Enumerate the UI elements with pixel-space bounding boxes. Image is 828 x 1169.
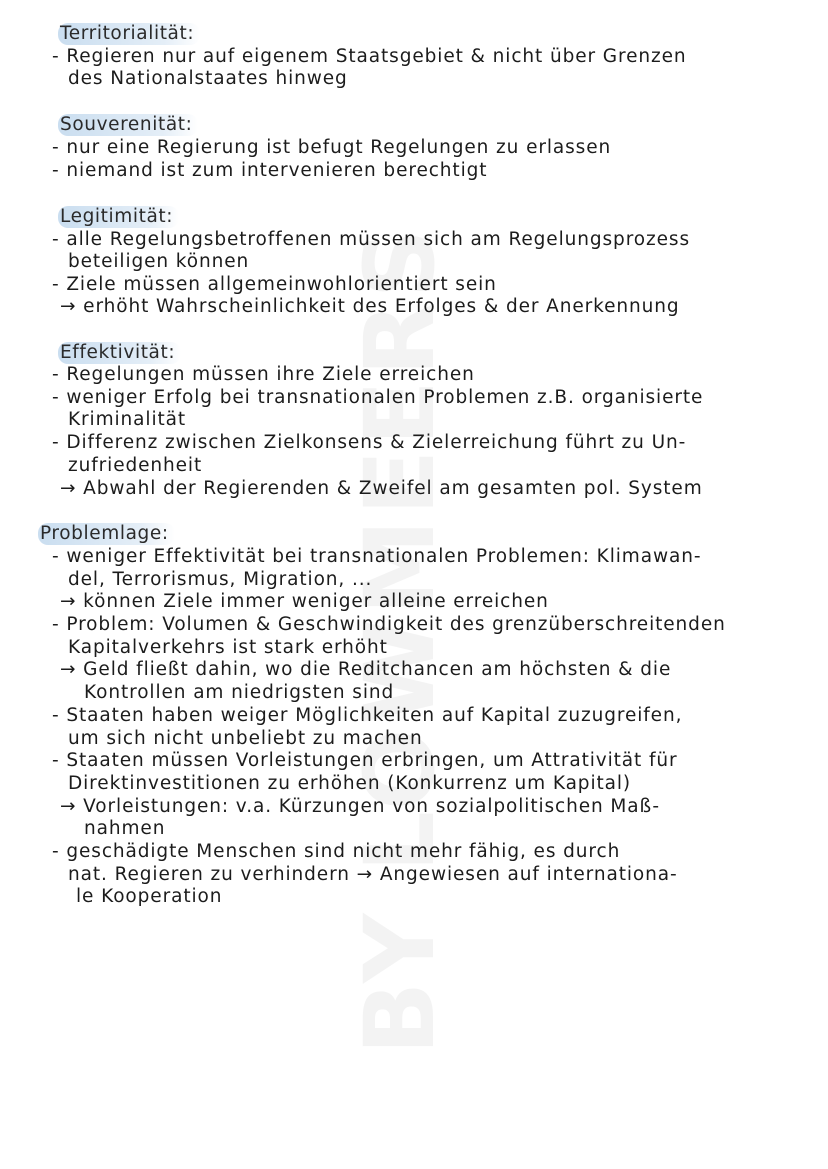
- note-line: le Kooperation: [76, 886, 223, 907]
- section-heading: Territorialität:: [58, 23, 200, 45]
- note-line: - Staaten haben weiger Möglichkeiten auf Kapital zuzugreifen,: [52, 705, 683, 726]
- note-line: - weniger Effektivität bei transnationalen Problemen: Klimawan-: [52, 546, 702, 567]
- note-line: - Regelungen müssen ihre Ziele erreichen: [52, 364, 475, 385]
- note-line: Direktinvestitionen zu erhöhen (Konkurrenz um Kapital): [68, 773, 632, 794]
- section-heading: Problemlage:: [38, 523, 175, 545]
- note-line: - Differenz zwischen Zielkonsens & Zielerreichung führt zu Un-: [52, 432, 687, 453]
- note-line: - alle Regelungsbetroffenen müssen sich am Regelungsprozess: [52, 229, 690, 250]
- note-line: - nur eine Regierung ist befugt Regelungen zu erlassen: [52, 137, 612, 158]
- note-line: - Problem: Volumen & Geschwindigkeit des grenzüberschreitenden: [52, 614, 726, 635]
- note-line: nahmen: [84, 818, 166, 839]
- note-line: → Vorleistungen: v.a. Kürzungen von sozialpolitischen Maß-: [60, 796, 661, 817]
- note-line: → können Ziele immer weniger alleine erreichen: [60, 591, 549, 612]
- note-line: - Staaten müssen Vorleistungen erbringen, um Attrativität für: [52, 750, 678, 771]
- note-line: - weniger Erfolg bei transnationalen Problemen z.B. organisierte: [52, 387, 704, 408]
- note-line: → Abwahl der Regierenden & Zweifel am gesamten pol. System: [60, 478, 703, 499]
- note-line: - Regieren nur auf eigenem Staatsgebiet & nicht über Grenzen: [52, 46, 687, 67]
- section-heading: Effektivität:: [58, 342, 181, 364]
- note-line: → Geld fließt dahin, wo die Reditchancen am höchsten & die: [60, 659, 672, 680]
- note-line: → erhöht Wahrscheinlichkeit des Erfolges & der Anerkennung: [60, 296, 680, 317]
- note-line: des Nationalstaates hinweg: [68, 68, 348, 89]
- section-heading: Souverenität:: [58, 114, 198, 136]
- note-line: beteiligen können: [68, 251, 250, 272]
- note-line: del, Terrorismus, Migration, ...: [68, 569, 373, 590]
- note-line: nat. Regieren zu verhindern → Angewiesen auf internationa-: [68, 864, 678, 885]
- note-line: Kapitalverkehrs ist stark erhöht: [68, 637, 388, 658]
- note-line: Kriminalität: [68, 409, 187, 430]
- note-line: zufriedenheit: [68, 455, 203, 476]
- note-line: - niemand ist zum intervenieren berechtigt: [52, 160, 488, 181]
- section-heading: Legitimität:: [58, 206, 179, 228]
- note-line: - geschädigte Menschen sind nicht mehr fähig, es durch: [52, 841, 621, 862]
- note-line: um sich nicht unbeliebt zu machen: [68, 728, 423, 749]
- note-line: - Ziele müssen allgemeinwohlorientiert sein: [52, 274, 497, 295]
- note-line: Kontrollen am niedrigsten sind: [84, 682, 395, 703]
